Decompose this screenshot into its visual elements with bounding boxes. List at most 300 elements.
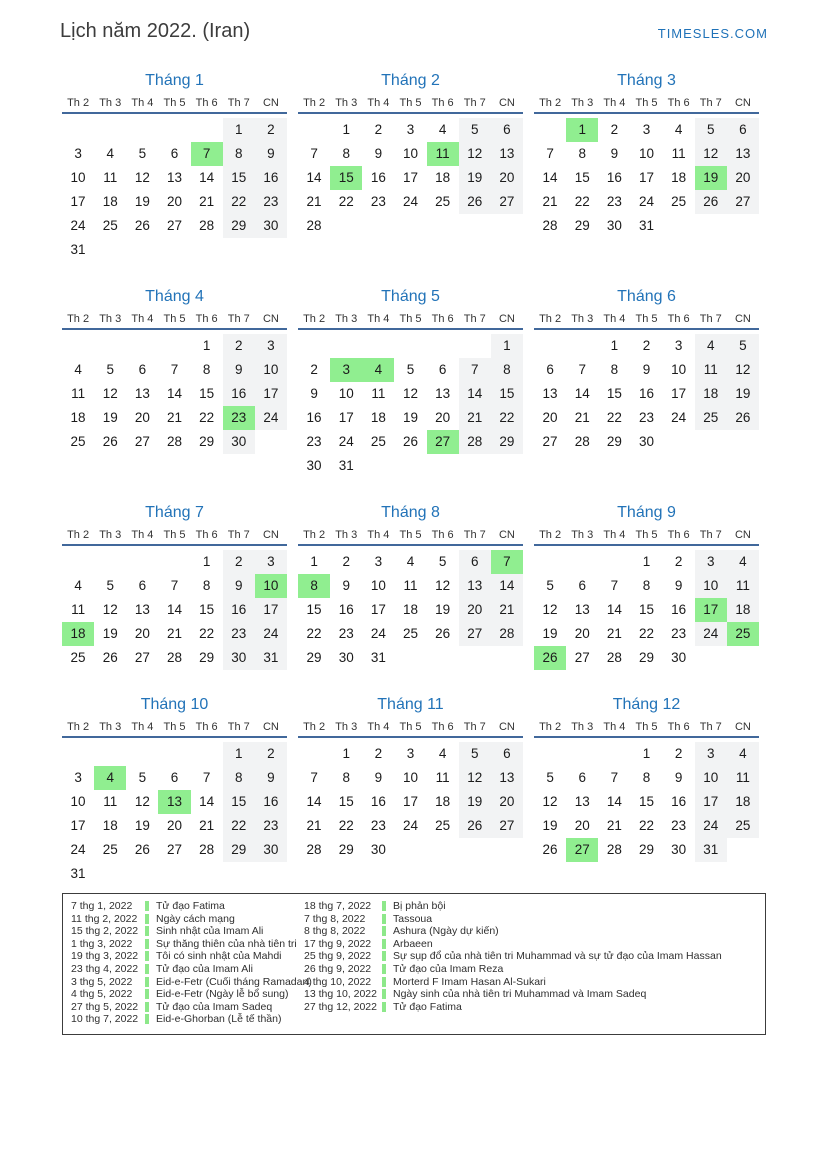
day-cell: 21: [606, 626, 622, 641]
weekday-header: Th 3: [571, 529, 594, 541]
empty-day-cell: [727, 646, 759, 670]
weekday-header: CN: [498, 529, 515, 541]
weekday-header: Th 3: [99, 529, 122, 541]
legend-date: 25 thg 9, 2022: [304, 950, 372, 963]
day-cell: 23: [370, 818, 386, 833]
empty-day-cell: [459, 454, 491, 478]
day-cell: 18: [402, 602, 418, 617]
day-cell: 13: [542, 386, 558, 401]
day-cell: 17: [70, 194, 86, 209]
legend-entry: [71, 938, 304, 951]
day-cell: 18: [370, 410, 386, 425]
day-cell: 16: [223, 598, 255, 622]
day-cell: 5: [459, 742, 491, 766]
weekday-header-row: [298, 97, 523, 114]
weekday-header: Th 3: [335, 97, 358, 109]
weekday-header: Th 7: [463, 97, 486, 109]
day-cell: 15: [223, 166, 255, 190]
day-cell: 22: [199, 410, 215, 425]
empty-day-cell: [158, 862, 190, 886]
empty-day-cell: [158, 238, 190, 262]
days-grid: [298, 550, 523, 670]
empty-day-cell: [394, 334, 426, 358]
day-cell: 17: [402, 794, 418, 809]
day-cell: 18: [695, 382, 727, 406]
holiday-marker-icon: [145, 926, 149, 936]
day-cell: 20: [491, 790, 523, 814]
day-cell: 25: [435, 194, 451, 209]
day-cell: 24: [638, 194, 654, 209]
day-cell: 6: [546, 362, 554, 377]
legend-label: Tôi có sinh nhật của Mahdi: [156, 950, 282, 963]
day-cell: 26: [435, 626, 451, 641]
weekday-header: Th 4: [603, 313, 626, 325]
day-cell: 19: [542, 818, 558, 833]
empty-day-cell: [126, 334, 158, 358]
day-cell: 15: [306, 602, 322, 617]
weekday-header: Th 5: [399, 97, 422, 109]
weekday-header: Th 6: [431, 529, 454, 541]
month-title: Tháng 6: [617, 288, 676, 305]
empty-day-cell: [330, 214, 362, 238]
day-cell: 30: [370, 842, 386, 857]
day-cell: 13: [491, 766, 523, 790]
day-cell: 3: [74, 146, 82, 161]
legend-label: Ashura (Ngày dự kiến): [393, 925, 499, 938]
weekday-header: Th 4: [367, 97, 390, 109]
day-cell: 1: [310, 554, 318, 569]
legend-label: Sự thăng thiên của nhà tiên tri: [156, 937, 297, 950]
day-cell: 23: [671, 626, 687, 641]
holiday-day-cell: 3: [330, 358, 362, 382]
empty-day-cell: [126, 862, 158, 886]
legend-label: Morterd F Imam Hasan Al-Sukari: [393, 975, 546, 988]
legend-date: 17 thg 9, 2022: [304, 937, 372, 950]
days-grid: [62, 550, 287, 670]
day-cell: 24: [402, 194, 418, 209]
weekday-header: Th 7: [699, 97, 722, 109]
month-title: Tháng 4: [145, 288, 204, 305]
weekday-header: Th 4: [131, 97, 154, 109]
day-cell: 15: [491, 382, 523, 406]
day-cell: 1: [610, 338, 619, 353]
day-cell: 4: [74, 362, 82, 377]
day-cell: 11: [371, 386, 386, 401]
empty-day-cell: [663, 214, 695, 238]
legend-label: Bị phản bội: [393, 900, 446, 912]
day-cell: 30: [223, 646, 255, 670]
day-cell: 9: [255, 142, 287, 166]
day-cell: 29: [638, 650, 654, 665]
empty-day-cell: [330, 334, 362, 358]
legend-date: 26 thg 9, 2022: [304, 962, 372, 975]
day-cell: 14: [199, 170, 215, 185]
day-cell: 19: [459, 166, 491, 190]
day-cell: 28: [606, 650, 622, 665]
day-cell: 5: [546, 770, 554, 785]
day-cell: 26: [102, 650, 118, 665]
day-cell: 21: [199, 194, 215, 209]
weekday-header: Th 4: [367, 721, 390, 733]
day-cell: 9: [374, 146, 383, 161]
day-cell: 22: [574, 194, 590, 209]
day-cell: 22: [638, 626, 654, 641]
weekday-header: Th 7: [227, 529, 250, 541]
day-cell: 27: [459, 622, 491, 646]
weekday-header: Th 6: [667, 529, 690, 541]
weekday-header: Th 5: [399, 313, 422, 325]
day-cell: 1: [342, 122, 350, 137]
day-cell: 16: [223, 382, 255, 406]
legend-date: 4 thg 5, 2022: [71, 988, 133, 1001]
legend-label: Tử đạo Fatima: [393, 1000, 462, 1013]
day-cell: 3: [374, 554, 383, 569]
day-cell: 14: [606, 602, 622, 617]
days-grid: [298, 118, 523, 238]
day-cell: 14: [166, 602, 182, 617]
weekday-header: CN: [262, 97, 279, 109]
day-cell: 3: [74, 770, 82, 785]
weekday-header: Th 2: [303, 529, 326, 541]
day-cell: 24: [70, 842, 86, 857]
day-cell: 21: [459, 406, 491, 430]
days-grid: [62, 118, 287, 262]
day-cell: 3: [642, 122, 651, 137]
day-cell: 30: [671, 650, 687, 665]
holiday-day-cell: 15: [330, 166, 362, 190]
day-cell: 6: [459, 550, 491, 574]
holiday-marker-icon: [145, 1014, 149, 1024]
site-link[interactable]: TIMESLES.COM: [657, 26, 768, 41]
weekday-header: Th 3: [99, 97, 122, 109]
day-cell: 31: [255, 646, 287, 670]
day-cell: 29: [199, 650, 215, 665]
day-cell: 23: [606, 194, 622, 209]
weekday-header: CN: [262, 313, 279, 325]
day-cell: 7: [546, 146, 554, 161]
empty-day-cell: [491, 646, 523, 670]
day-cell: 30: [606, 218, 622, 233]
day-cell: 9: [223, 574, 255, 598]
day-cell: 8: [342, 770, 350, 785]
day-cell: 12: [134, 794, 150, 809]
weekday-header: CN: [262, 721, 279, 733]
empty-day-cell: [126, 550, 158, 574]
day-cell: 11: [71, 602, 86, 617]
day-cell: 2: [610, 122, 619, 137]
day-cell: 15: [606, 386, 622, 401]
day-cell: 18: [727, 598, 759, 622]
day-cell: 10: [402, 770, 418, 785]
days-grid: [534, 334, 759, 454]
day-cell: 12: [102, 602, 118, 617]
legend-entry: [71, 1001, 304, 1014]
day-cell: 10: [370, 578, 386, 593]
legend-date: 27 thg 5, 2022: [71, 1000, 139, 1013]
empty-day-cell: [62, 742, 94, 766]
day-cell: 11: [695, 358, 727, 382]
day-cell: 8: [202, 362, 211, 377]
day-cell: 19: [435, 602, 451, 617]
empty-day-cell: [191, 238, 223, 262]
legend-date: 7 thg 1, 2022: [71, 900, 133, 912]
day-cell: 20: [134, 626, 150, 641]
day-cell: 11: [435, 770, 450, 785]
empty-day-cell: [158, 742, 190, 766]
day-cell: 11: [727, 574, 759, 598]
weekday-header: Th 3: [571, 97, 594, 109]
day-cell: 25: [70, 650, 86, 665]
holiday-day-cell: 4: [94, 766, 126, 790]
empty-day-cell: [62, 550, 94, 574]
weekday-header-row: [62, 97, 287, 114]
legend-label: Eid-e-Fetr (Ngày lễ bổ sung): [156, 988, 289, 1001]
weekday-header: Th 2: [67, 313, 90, 325]
day-cell: 7: [170, 578, 179, 593]
empty-day-cell: [695, 646, 727, 670]
day-cell: 28: [199, 218, 215, 233]
day-cell: 14: [306, 794, 322, 809]
month-title: Tháng 10: [140, 696, 209, 713]
month-title: Tháng 5: [381, 288, 440, 305]
day-cell: 19: [402, 410, 418, 425]
day-cell: 24: [370, 626, 386, 641]
empty-day-cell: [362, 454, 394, 478]
day-cell: 17: [255, 382, 287, 406]
day-cell: 15: [574, 170, 590, 185]
day-cell: 2: [674, 554, 683, 569]
day-cell: 6: [727, 118, 759, 142]
day-cell: 24: [255, 406, 287, 430]
day-cell: 23: [638, 410, 654, 425]
empty-day-cell: [94, 550, 126, 574]
day-cell: 2: [223, 550, 255, 574]
day-cell: 24: [338, 434, 354, 449]
day-cell: 13: [166, 170, 182, 185]
day-cell: 1: [202, 338, 211, 353]
legend-label: Tassoua: [393, 912, 433, 925]
day-cell: 30: [223, 430, 255, 454]
holiday-day-cell: 10: [255, 574, 287, 598]
day-cell: 17: [255, 598, 287, 622]
day-cell: 26: [542, 842, 558, 857]
day-cell: 2: [255, 118, 287, 142]
empty-day-cell: [427, 646, 459, 670]
legend-date: 3 thg 5, 2022: [71, 975, 133, 988]
weekday-header: Th 4: [131, 313, 154, 325]
legend-entry: [71, 950, 304, 963]
legend-entry: [304, 950, 759, 963]
day-cell: 14: [199, 794, 215, 809]
weekday-header-row: [62, 721, 287, 738]
day-cell: 5: [546, 578, 554, 593]
legend-entry: [71, 913, 304, 926]
day-cell: 15: [638, 794, 654, 809]
empty-day-cell: [534, 742, 566, 766]
day-cell: 21: [491, 598, 523, 622]
empty-day-cell: [534, 334, 566, 358]
day-cell: 18: [435, 794, 451, 809]
legend-entry: [71, 988, 304, 1001]
day-cell: 12: [459, 142, 491, 166]
day-cell: 30: [306, 458, 322, 473]
weekday-header: Th 2: [303, 721, 326, 733]
day-cell: 8: [202, 578, 211, 593]
day-cell: 16: [638, 386, 654, 401]
day-cell: 27: [574, 650, 590, 665]
day-cell: 25: [402, 626, 418, 641]
weekday-header: Th 6: [195, 721, 218, 733]
day-cell: 30: [671, 842, 687, 857]
empty-day-cell: [598, 742, 630, 766]
weekday-header: Th 3: [99, 313, 122, 325]
weekday-header: Th 3: [335, 721, 358, 733]
day-cell: 9: [310, 386, 318, 401]
day-cell: 2: [674, 746, 683, 761]
day-cell: 6: [491, 118, 523, 142]
legend-entry: [71, 1013, 304, 1026]
weekday-header-row: [534, 721, 759, 738]
weekday-header: Th 4: [603, 721, 626, 733]
empty-day-cell: [255, 238, 287, 262]
holiday-day-cell: 11: [427, 142, 459, 166]
empty-day-cell: [394, 214, 426, 238]
weekday-header: Th 7: [699, 529, 722, 541]
empty-day-cell: [427, 454, 459, 478]
legend-label: Ngày cách mạng: [156, 912, 235, 925]
legend-entry: [304, 988, 759, 1001]
day-cell: 29: [491, 430, 523, 454]
day-cell: 3: [406, 122, 415, 137]
day-cell: 25: [70, 434, 86, 449]
day-cell: 4: [674, 122, 683, 137]
day-cell: 22: [491, 406, 523, 430]
days-grid: [62, 742, 287, 886]
weekday-header: CN: [734, 97, 751, 109]
weekday-header: Th 5: [399, 721, 422, 733]
day-cell: 21: [606, 818, 622, 833]
holiday-marker-icon: [382, 977, 386, 987]
day-cell: 29: [638, 842, 654, 857]
weekday-header: Th 5: [635, 97, 658, 109]
empty-day-cell: [534, 550, 566, 574]
legend-entry: [304, 900, 759, 913]
empty-day-cell: [727, 838, 759, 862]
day-cell: 26: [459, 814, 491, 838]
day-cell: 16: [370, 170, 386, 185]
day-cell: 18: [102, 818, 118, 833]
weekday-header: Th 2: [67, 97, 90, 109]
weekday-header: Th 3: [335, 313, 358, 325]
holiday-marker-icon: [145, 964, 149, 974]
empty-day-cell: [459, 838, 491, 862]
weekday-header: Th 4: [603, 529, 626, 541]
day-cell: 17: [695, 790, 727, 814]
day-cell: 19: [134, 818, 150, 833]
legend-date: 11 thg 2, 2022: [71, 912, 138, 925]
legend-label: Ngày sinh của nhà tiên tri Muhammad và Imam Sadeq: [393, 988, 647, 1001]
day-cell: 23: [370, 194, 386, 209]
month-card: [62, 696, 287, 886]
month-card: [62, 72, 287, 262]
holiday-day-cell: 27: [427, 430, 459, 454]
legend-label: Arbaeen: [393, 937, 433, 950]
day-cell: 5: [438, 554, 447, 569]
holiday-legend: [62, 893, 766, 1035]
day-cell: 14: [306, 170, 322, 185]
weekday-header: Th 6: [667, 313, 690, 325]
empty-day-cell: [362, 214, 394, 238]
day-cell: 14: [606, 794, 622, 809]
empty-day-cell: [491, 214, 523, 238]
day-cell: 7: [170, 362, 179, 377]
weekday-header: Th 5: [635, 721, 658, 733]
month-card: [298, 504, 523, 670]
holiday-day-cell: 17: [695, 598, 727, 622]
weekday-header: Th 5: [163, 97, 186, 109]
day-cell: 12: [102, 386, 118, 401]
day-cell: 20: [166, 818, 182, 833]
day-cell: 20: [435, 410, 451, 425]
weekday-header: Th 7: [699, 721, 722, 733]
days-grid: [62, 334, 287, 454]
day-cell: 16: [306, 410, 322, 425]
weekday-header: Th 5: [163, 313, 186, 325]
day-cell: 21: [166, 626, 182, 641]
day-cell: 16: [370, 794, 386, 809]
holiday-marker-icon: [382, 914, 386, 924]
day-cell: 3: [406, 746, 415, 761]
legend-label: Tử đạo của Imam Sadeq: [156, 1000, 273, 1013]
day-cell: 15: [223, 790, 255, 814]
legend-date: 27 thg 12, 2022: [304, 1000, 377, 1013]
empty-day-cell: [158, 118, 190, 142]
holiday-marker-icon: [382, 939, 386, 949]
day-cell: 9: [674, 770, 683, 785]
day-cell: 2: [374, 746, 383, 761]
day-cell: 29: [199, 434, 215, 449]
legend-date: 13 thg 10, 2022: [304, 988, 377, 1001]
weekday-header: CN: [498, 313, 515, 325]
day-cell: 23: [306, 434, 322, 449]
weekday-header-row: [62, 313, 287, 330]
empty-day-cell: [727, 214, 759, 238]
weekday-header: Th 2: [539, 529, 562, 541]
empty-day-cell: [94, 742, 126, 766]
holiday-day-cell: 7: [491, 550, 523, 574]
day-cell: 2: [310, 362, 318, 377]
legend-entry: [71, 900, 304, 913]
day-cell: 16: [671, 794, 687, 809]
day-cell: 26: [134, 218, 150, 233]
day-cell: 15: [638, 602, 654, 617]
weekday-header: Th 4: [131, 721, 154, 733]
days-grid: [534, 118, 759, 238]
day-cell: 7: [610, 578, 619, 593]
legend-label: Tử đạo của Imam Ali: [156, 962, 253, 975]
day-cell: 7: [310, 146, 318, 161]
day-cell: 26: [459, 190, 491, 214]
holiday-day-cell: 8: [298, 574, 330, 598]
month-title: Tháng 3: [617, 72, 676, 89]
days-grid: [298, 742, 523, 862]
day-cell: 28: [306, 842, 322, 857]
day-cell: 12: [695, 142, 727, 166]
holiday-marker-icon: [145, 901, 149, 911]
day-cell: 28: [306, 218, 322, 233]
day-cell: 1: [202, 554, 211, 569]
empty-day-cell: [158, 550, 190, 574]
